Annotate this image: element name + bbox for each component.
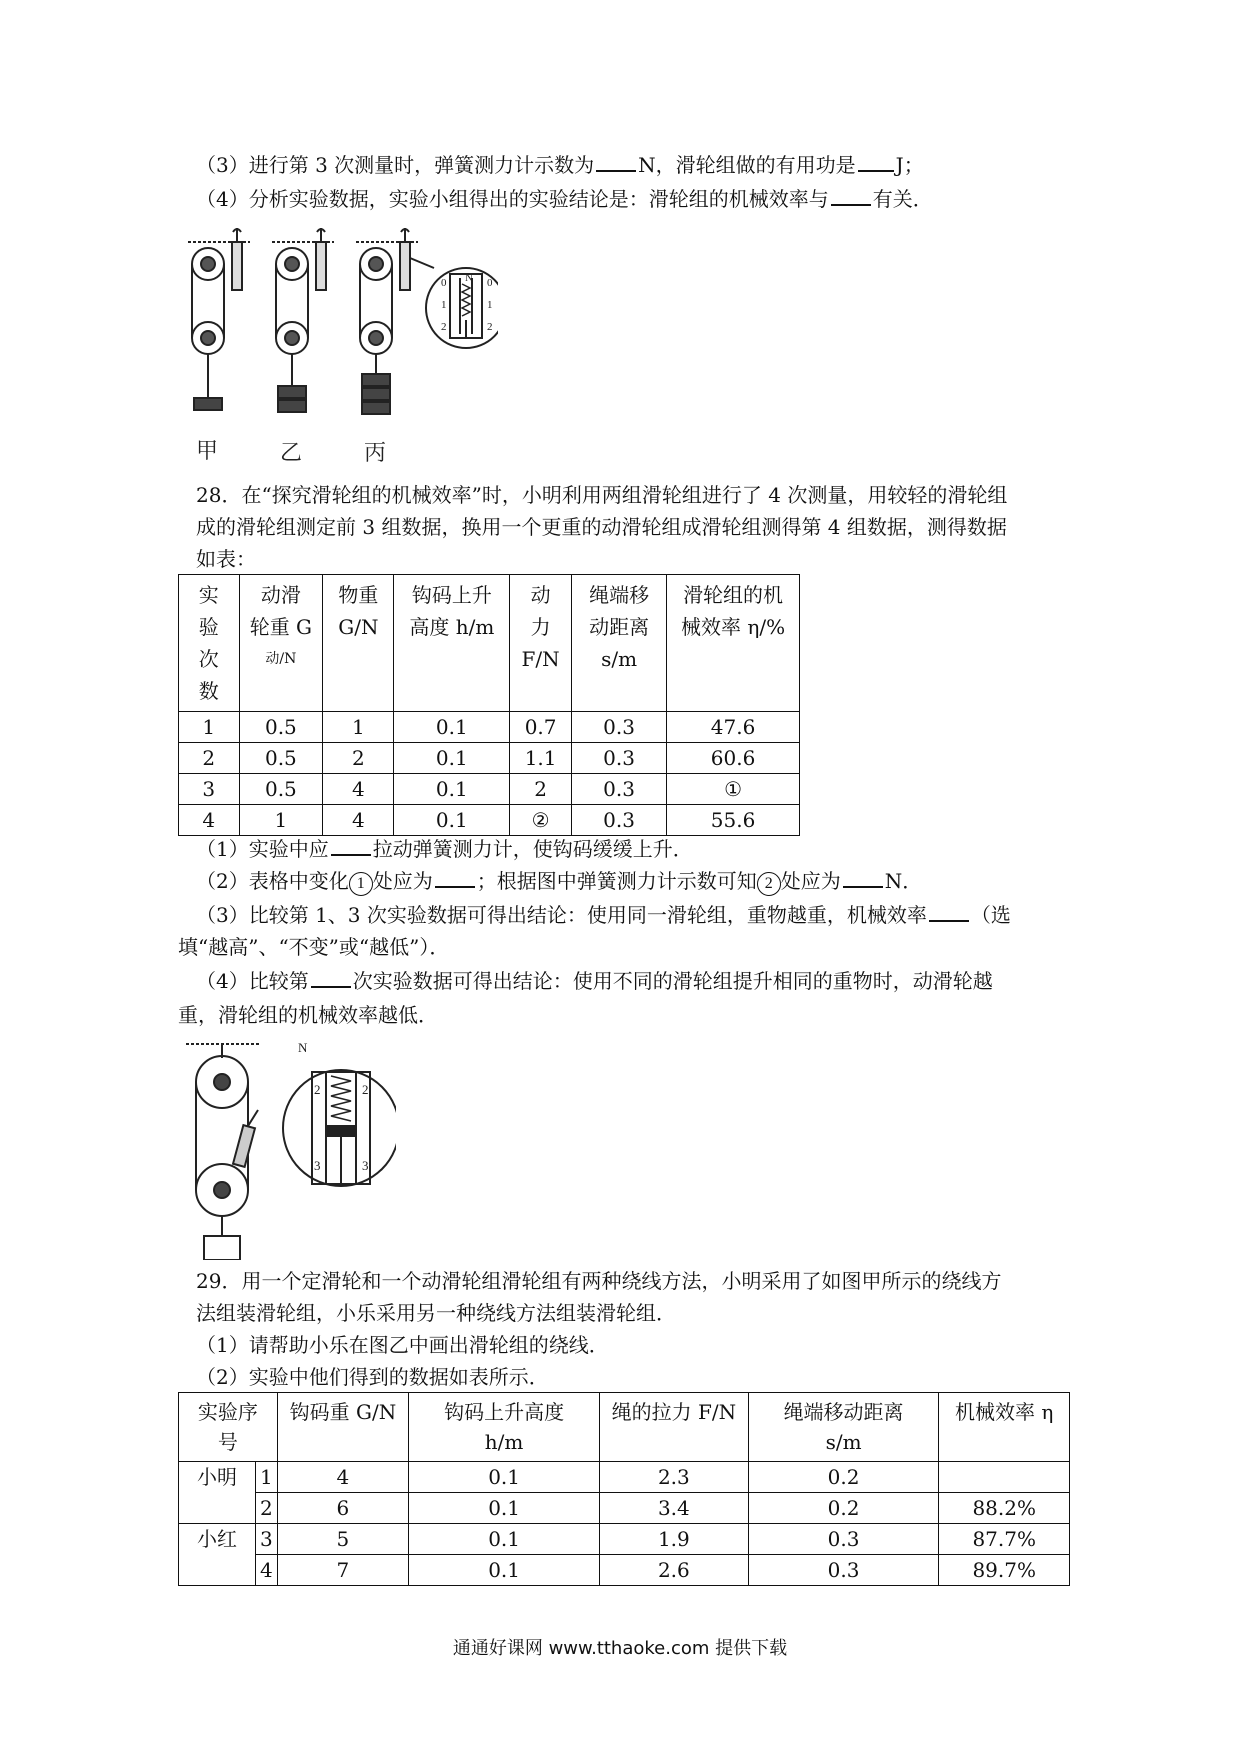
q27-part4-text-a: （4）分析实验数据，实验小组得出的实验结论是：滑轮组的机械效率与 [196,187,829,211]
table-cell: 87.7% [939,1524,1070,1555]
table-cell: 2 [179,743,240,774]
scale-tick-label: 3 [362,1158,369,1173]
blank-marker-2: ② [510,805,572,836]
table-cell: 1.9 [600,1524,749,1555]
header-cell: 滑轮组的机 械效率 η/% [667,575,800,712]
table-cell: 0.1 [394,774,510,805]
spring-coil [331,1076,351,1121]
q28-part3-text-b: （选 [970,903,1011,927]
table-cell: 55.6 [667,805,800,836]
table-cell: 3 [179,774,240,805]
table-cell: 0.1 [394,712,510,743]
q28-part3-text-a: （3）比较第 1、3 次实验数据可得出结论：使用同一滑轮组，重物越重，机械效率 [196,903,927,927]
q27-part3 [196,150,924,180]
circle-marker-1: 1 [349,872,373,896]
table-cell: 2 [255,1493,277,1524]
q28-part4 [196,966,993,996]
header-cell: 绳的拉力 F/N [600,1393,749,1462]
scale-tick-label: 2 [487,321,493,333]
table-cell: 4 [179,805,240,836]
table-cell: 3.4 [600,1493,749,1524]
header-cell: 实验序 号 [179,1393,278,1462]
weight-block [204,1236,240,1260]
table-cell: 0.3 [572,774,667,805]
q28-part1 [196,834,693,864]
scale-tick-label: 2 [362,1082,369,1097]
table-cell: 5 [277,1524,408,1555]
table-cell: 88.2% [939,1493,1070,1524]
header-cell: 物重 G/N [323,575,394,712]
q27-part3-text-b: N，滑轮组做的有用功是 [638,153,856,177]
q28-part1-text-a: （1）实验中应 [196,837,329,861]
q28-intro-line-2: 成的滑轮组测定前 3 组数据，换用一个更重的动滑轮组成滑轮组测得第 4 组数据，测得数据 [196,515,1007,539]
table-row [179,1493,1070,1524]
q28-pulley-figure [186,1040,396,1260]
answer-cell[interactable] [939,1462,1070,1493]
q28-part4-text-b: 次实验数据可得出结论：使用不同的滑轮组提升相同的重物时，动滑轮越 [352,969,993,993]
answer-blank[interactable] [596,150,636,172]
table-cell: 89.7% [939,1555,1070,1586]
q27-part3-text-c: J； [895,153,924,177]
table-cell: 0.7 [510,712,572,743]
group-cell: 小明 [179,1462,256,1524]
q29-intro-line-1: 29．用一个定滑轮和一个动滑轮组滑轮组有两种绕线方法，小明采用了如图甲所示的绕线方 [196,1269,1002,1293]
fig-label-jia: 甲 [196,439,219,464]
table-row [179,743,800,774]
q28-part2-text-a: （2）表格中变化 [196,869,349,893]
table-cell: 60.6 [667,743,800,774]
header-cell: 动 力 F/N [510,575,572,712]
q28-part2-text-e: N． [884,869,923,893]
table-cell: 6 [277,1493,408,1524]
q29-intro-line-2: 法组装滑轮组，小乐采用另一种绕线方法组装滑轮组． [196,1301,676,1325]
header-cell: 机械效率 η [939,1393,1070,1462]
header-cell: 动滑 轮重 G 动/N [239,575,323,712]
answer-blank[interactable] [331,834,371,856]
table-cell: 0.1 [409,1524,600,1555]
table-cell: 0.1 [409,1462,600,1493]
spring-coil [462,284,470,316]
table-cell: 0.3 [572,805,667,836]
table-row [179,805,800,836]
table-row [179,1555,1070,1586]
q29-part1: （1）请帮助小乐在图乙中画出滑轮组的绕线． [196,1333,609,1357]
fig-label-yi: 乙 [280,441,303,466]
scale-unit-label: N [298,1040,308,1055]
table-row [179,1462,1070,1493]
scale-tick-label: 3 [314,1158,321,1173]
header-cell: 钩码重 G/N [277,1393,408,1462]
fig-label-bing: 丙 [364,441,387,466]
q29-part2: （2）实验中他们得到的数据如表所示． [196,1365,549,1389]
scale-unit-label: N [465,272,473,284]
scale-tick-label: 1 [441,299,447,311]
scale-tick-label: 2 [314,1082,321,1097]
blank-marker-1: ① [667,774,800,805]
table-cell: 2.3 [600,1462,749,1493]
q28-part2 [196,866,922,896]
q28-part1-text-b: 拉动弹簧测力计，使钩码缓缓上升． [372,837,693,861]
table-cell: 4 [323,774,394,805]
weight-block [194,398,222,410]
q28-part4-text-a: （4）比较第 [196,969,309,993]
table-row [179,1524,1070,1555]
table-cell: 1 [323,712,394,743]
q28-part3-cont: 填“越高”、“不变”或“越低”）． [178,935,450,959]
table-cell: 0.1 [394,805,510,836]
table-cell: 0.3 [748,1555,939,1586]
q29-data-table [178,1392,1070,1586]
table-cell: 0.3 [572,743,667,774]
table-cell: 1 [179,712,240,743]
table-cell: 0.2 [748,1493,939,1524]
table-cell: 0.2 [748,1462,939,1493]
scale-tick-label: 0 [441,277,447,289]
q28-intro-line-1: 28．在“探究滑轮组的机械效率”时，小明利用两组滑轮组进行了 4 次测量，用较轻的滑轮组 [196,483,1008,507]
circle-marker-2: 2 [757,872,781,896]
table-cell: 0.3 [572,712,667,743]
q28-intro-line-3: 如表： [196,547,256,571]
q28-data-table [178,574,800,836]
table-cell: 0.5 [239,774,323,805]
table-cell: 1 [239,805,323,836]
scale-pointer [327,1126,355,1136]
spring-scale [232,242,242,290]
header-cell: 钩码上升高度 h/m [409,1393,600,1462]
table-cell: 47.6 [667,712,800,743]
answer-blank[interactable] [858,150,894,172]
header-cell: 绳端移动距离 s/m [748,1393,939,1462]
q27-pulley-figure [188,228,498,468]
answer-blank[interactable] [311,966,351,988]
table-row [179,774,800,805]
answer-blank[interactable] [929,900,969,922]
table-cell: 0.3 [748,1524,939,1555]
table-header-row [179,1393,1070,1462]
page-footer: 通通好课网 www.tthaoke.com 提供下载 [452,1638,788,1659]
scale-tick-label: 0 [487,277,493,289]
table-cell: 4 [323,805,394,836]
table-cell: 7 [277,1555,408,1586]
q28-part2-text-d: 处应为 [780,869,841,893]
table-cell: 0.5 [239,743,323,774]
scale-tick-label: 1 [487,299,493,311]
table-cell: 0.1 [409,1555,600,1586]
q28-part2-text-b: 处应为 [372,869,433,893]
table-cell: 2.6 [600,1555,749,1586]
q27-part4-text-b: 有关． [872,187,933,211]
q28-part3 [196,900,1011,930]
header-cell: 钩码上升 高度 h/m [394,575,510,712]
scale-tick-label: 2 [441,321,447,333]
table-cell: 4 [255,1555,277,1586]
group-cell: 小红 [179,1524,256,1586]
q27-part4 [196,184,933,214]
q28-part2-text-c: ；根据图中弹簧测力计示数可知 [476,869,757,893]
table-cell: 4 [277,1462,408,1493]
table-cell: 2 [510,774,572,805]
table-cell: 3 [255,1524,277,1555]
q28-part4-cont: 重，滑轮组的机械效率越低． [178,1003,438,1027]
answer-blank[interactable] [435,866,475,888]
table-cell: 1.1 [510,743,572,774]
table-header-row [179,575,800,712]
table-row [179,712,800,743]
spring-scale [233,1125,255,1167]
table-cell: 0.1 [409,1493,600,1524]
table-cell: 2 [323,743,394,774]
answer-blank[interactable] [843,866,883,888]
table-cell: 0.5 [239,712,323,743]
table-cell: 1 [255,1462,277,1493]
q27-part3-text-a: （3）进行第 3 次测量时，弹簧测力计示数为 [196,153,595,177]
answer-blank[interactable] [831,184,871,206]
header-cell: 实 验 次 数 [179,575,240,712]
header-cell: 绳端移 动距离 s/m [572,575,667,712]
table-cell: 0.1 [394,743,510,774]
